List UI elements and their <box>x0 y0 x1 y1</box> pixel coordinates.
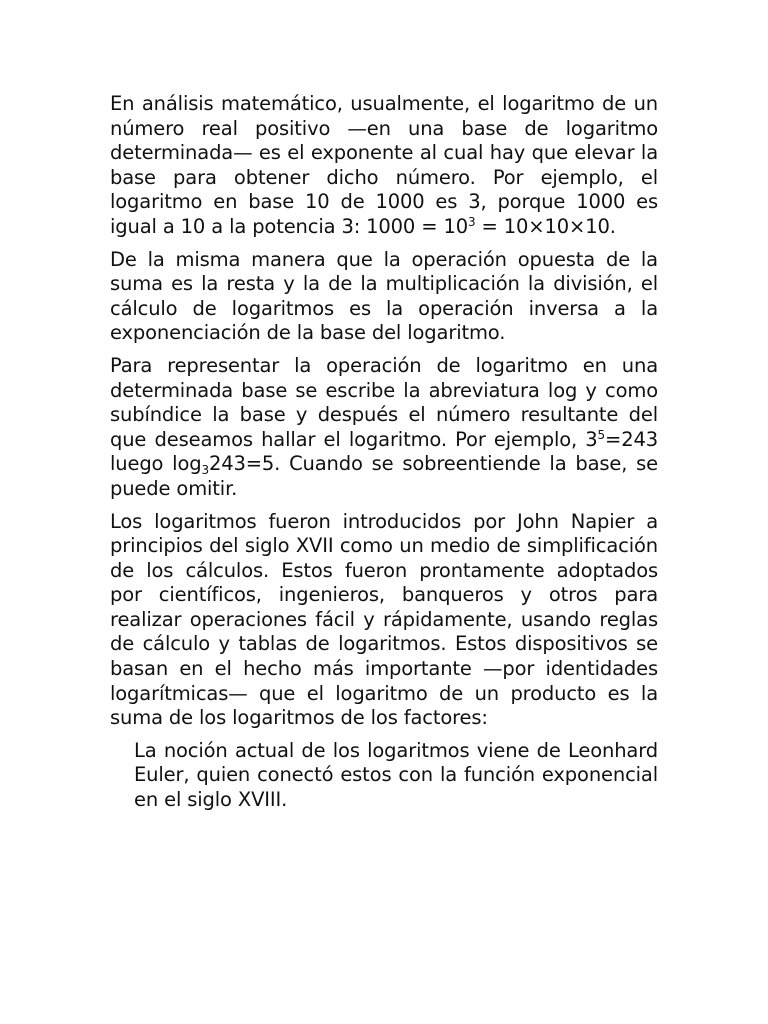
paragraph-text: = 10×10×10. <box>475 214 616 238</box>
superscript-exponent: 5 <box>597 427 606 442</box>
paragraph-text: Los logaritmos fueron introducidos por John Napier a principios del siglo XVII como un medio de simplificación de los cálculos. Estos fueron prontamente adoptados por científicos, ingenieros, banqueros y otros para realizar operaciones fácil y rápidamente, usando reglas de cálculo y tablas de logaritmos. Estos dispositivos se basan en el hecho más importante —por identidades logarítmicas— que el logaritmo de un producto es la suma de los logaritmos de los factores: <box>110 509 658 730</box>
paragraph-text: En análisis matemático, usualmente, el logaritmo de un número real positivo —en una base de logaritmo determinada— es el exponente al cual hay que elevar la base para obtener dicho número. Por ejemplo, el logaritmo en base 10 de 1000 es 3, porque 1000 es igual a 10 a la potencia 3: 1000 = 10 <box>110 92 658 238</box>
paragraph-text: Para representar la operación de logaritmo en una determinada base se escribe la abreviatura log y como subíndice la base y después el número resultante del que deseamos hallar el logaritmo. Por ejemplo, 3 <box>110 353 658 451</box>
paragraph-euler-quote <box>134 739 658 813</box>
document-page <box>110 92 658 821</box>
paragraph-definition <box>110 92 658 240</box>
paragraph-text: La noción actual de los logaritmos viene de Leonhard Euler, quien conectó estos con la función exponencial en el siglo XVIII. <box>134 738 658 812</box>
subscript-base: 3 <box>201 463 209 478</box>
paragraph-notation <box>110 354 658 502</box>
paragraph-text: =243 luego log <box>110 427 658 476</box>
paragraph-text: De la misma manera que la operación opuesta de la suma es la resta y la de la multiplicación la división, el cálculo de logaritmos es la operación inversa a la exponenciación de la base del logaritmo. <box>110 247 658 345</box>
paragraph-inverse-operation <box>110 248 658 346</box>
paragraph-text: 243=5. Cuando se sobreentiende la base, se puede omitir. <box>110 452 658 500</box>
superscript-exponent: 3 <box>468 214 476 229</box>
paragraph-history <box>110 510 658 731</box>
